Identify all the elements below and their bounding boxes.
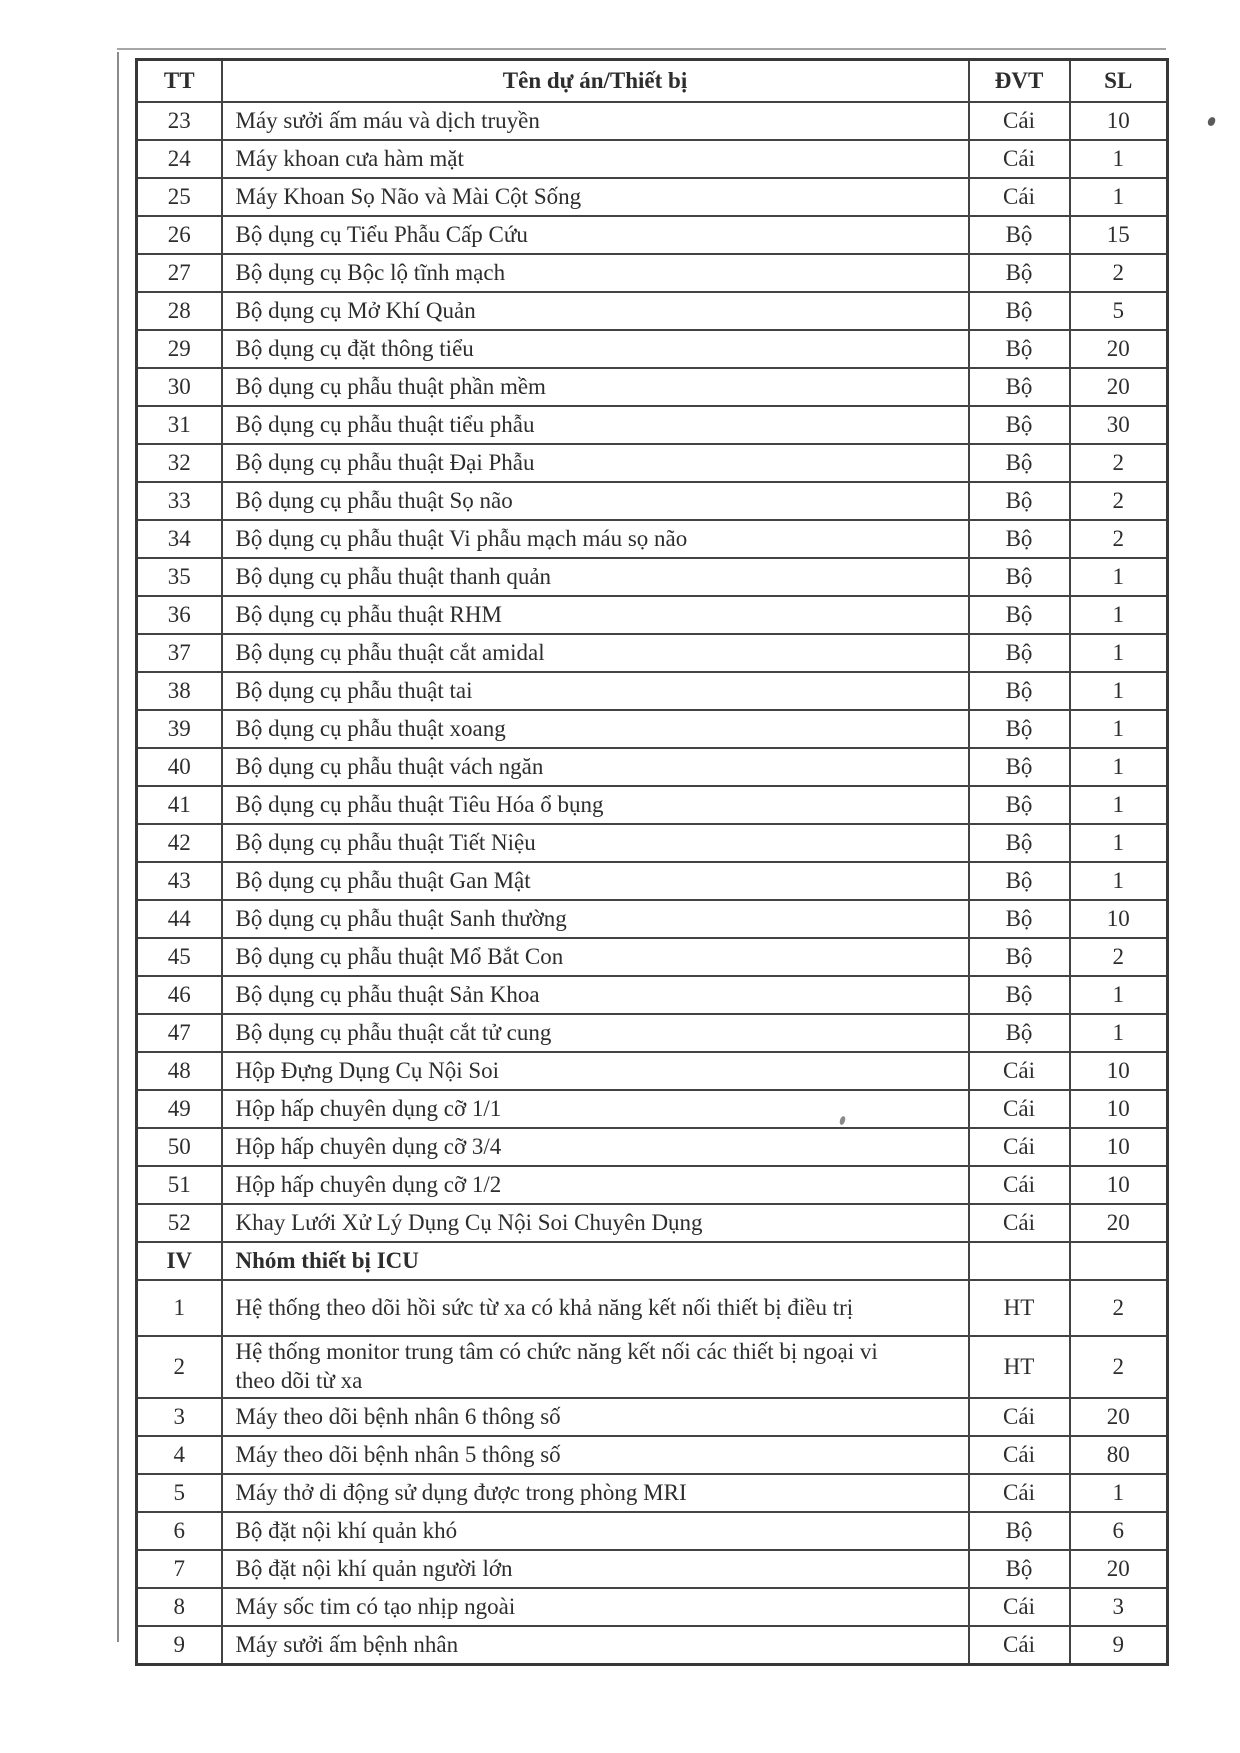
quantity-cell: 10 (1070, 900, 1168, 938)
row-index-cell: 51 (137, 1166, 222, 1204)
table-row (137, 1626, 1168, 1665)
row-index-cell: 38 (137, 672, 222, 710)
unit-cell: Cái (969, 1090, 1070, 1128)
equipment-name-cell: Máy sốc tim có tạo nhịp ngoài (222, 1588, 969, 1626)
unit-cell: Bộ (969, 748, 1070, 786)
scan-artifact-top-line (117, 48, 1166, 50)
unit-cell: Bộ (969, 254, 1070, 292)
row-index-cell: 46 (137, 976, 222, 1014)
equipment-name-cell: Bộ dụng cụ phẫu thuật thanh quản (222, 558, 969, 596)
row-index-cell: 9 (137, 1626, 222, 1665)
quantity-cell: 10 (1070, 1128, 1168, 1166)
row-index-cell: 26 (137, 216, 222, 254)
unit-cell: Cái (969, 1588, 1070, 1626)
table-row (137, 1014, 1168, 1052)
unit-cell: Bộ (969, 786, 1070, 824)
quantity-cell: 1 (1070, 862, 1168, 900)
unit-cell: Bộ (969, 938, 1070, 976)
quantity-cell: 9 (1070, 1626, 1168, 1665)
table-row (137, 976, 1168, 1014)
table-row (137, 1512, 1168, 1550)
table-row (137, 1090, 1168, 1128)
table-row (137, 710, 1168, 748)
unit-cell (969, 1242, 1070, 1280)
quantity-cell: 1 (1070, 140, 1168, 178)
column-header-qty: SL (1070, 60, 1168, 103)
unit-cell: Cái (969, 1474, 1070, 1512)
equipment-name-cell: Bộ dụng cụ phẫu thuật phần mềm (222, 368, 969, 406)
unit-cell: Cái (969, 1436, 1070, 1474)
table-row (137, 748, 1168, 786)
unit-cell: Cái (969, 1128, 1070, 1166)
unit-cell: Bộ (969, 1014, 1070, 1052)
table-row (137, 178, 1168, 216)
equipment-name-cell: Khay Lưới Xử Lý Dụng Cụ Nội Soi Chuyên Dụng (222, 1204, 969, 1242)
quantity-cell: 1 (1070, 596, 1168, 634)
equipment-name-cell: Bộ dụng cụ phẫu thuật Sản Khoa (222, 976, 969, 1014)
quantity-cell: 1 (1070, 786, 1168, 824)
column-header-unit: ĐVT (969, 60, 1070, 103)
row-index-cell: 52 (137, 1204, 222, 1242)
unit-cell: Bộ (969, 900, 1070, 938)
equipment-name-cell: Nhóm thiết bị ICU (222, 1242, 969, 1280)
quantity-cell: 10 (1070, 102, 1168, 140)
table-row (137, 900, 1168, 938)
equipment-name-cell: Bộ dụng cụ phẫu thuật tai (222, 672, 969, 710)
scan-artifact-left-line (117, 52, 119, 1642)
equipment-name-cell: Bộ dụng cụ phẫu thuật Tiêu Hóa ổ bụng (222, 786, 969, 824)
table-row (137, 1436, 1168, 1474)
row-index-cell: 3 (137, 1398, 222, 1436)
row-index-cell: 25 (137, 178, 222, 216)
unit-cell: Bộ (969, 862, 1070, 900)
table-row (137, 1336, 1168, 1398)
quantity-cell: 20 (1070, 1550, 1168, 1588)
quantity-cell: 20 (1070, 1398, 1168, 1436)
equipment-name-cell: Máy Khoan Sọ Não và Mài Cột Sống (222, 178, 969, 216)
equipment-name-cell: Bộ dụng cụ phẫu thuật Sanh thường (222, 900, 969, 938)
table-row (137, 1128, 1168, 1166)
table-row (137, 938, 1168, 976)
quantity-cell: 3 (1070, 1588, 1168, 1626)
quantity-cell: 1 (1070, 178, 1168, 216)
table-row (137, 444, 1168, 482)
row-index-cell: 41 (137, 786, 222, 824)
unit-cell: HT (969, 1280, 1070, 1336)
row-index-cell: 50 (137, 1128, 222, 1166)
unit-cell: Bộ (969, 634, 1070, 672)
table-row (137, 1550, 1168, 1588)
row-index-cell: 40 (137, 748, 222, 786)
quantity-cell: 1 (1070, 634, 1168, 672)
table-row (137, 596, 1168, 634)
quantity-cell: 20 (1070, 368, 1168, 406)
quantity-cell: 2 (1070, 938, 1168, 976)
table-row (137, 1398, 1168, 1436)
equipment-name-cell: Máy sưởi ấm máu và dịch truyền (222, 102, 969, 140)
row-index-cell: 39 (137, 710, 222, 748)
equipment-name-cell: Bộ dụng cụ phẫu thuật RHM (222, 596, 969, 634)
unit-cell: Bộ (969, 444, 1070, 482)
quantity-cell: 10 (1070, 1090, 1168, 1128)
equipment-name-cell: Bộ dụng cụ phẫu thuật cắt amidal (222, 634, 969, 672)
quantity-cell: 5 (1070, 292, 1168, 330)
quantity-cell: 1 (1070, 1014, 1168, 1052)
row-index-cell: 23 (137, 102, 222, 140)
table-header-row (137, 60, 1168, 103)
unit-cell: Bộ (969, 520, 1070, 558)
unit-cell: Bộ (969, 368, 1070, 406)
table-row (137, 1204, 1168, 1242)
equipment-name-cell: Hộp hấp chuyên dụng cỡ 1/1 (222, 1090, 969, 1128)
equipment-name-cell: Bộ đặt nội khí quản người lớn (222, 1550, 969, 1588)
column-header-name: Tên dự án/Thiết bị (222, 60, 969, 103)
unit-cell: Bộ (969, 824, 1070, 862)
table-row (137, 824, 1168, 862)
quantity-cell: 1 (1070, 710, 1168, 748)
unit-cell: Bộ (969, 406, 1070, 444)
table-row (137, 406, 1168, 444)
row-index-cell: 30 (137, 368, 222, 406)
equipment-name-cell: Bộ dụng cụ phẫu thuật vách ngăn (222, 748, 969, 786)
quantity-cell: 80 (1070, 1436, 1168, 1474)
row-index-cell: 35 (137, 558, 222, 596)
equipment-name-cell: Máy theo dõi bệnh nhân 6 thông số (222, 1398, 969, 1436)
unit-cell: Bộ (969, 482, 1070, 520)
table-row (137, 786, 1168, 824)
quantity-cell: 1 (1070, 558, 1168, 596)
equipment-name-cell: Bộ dụng cụ phẫu thuật Vi phẫu mạch máu sọ não (222, 520, 969, 558)
row-index-cell: 42 (137, 824, 222, 862)
equipment-name-cell: Bộ dụng cụ phẫu thuật Mổ Bắt Con (222, 938, 969, 976)
table-row (137, 1474, 1168, 1512)
equipment-name-cell: Bộ dụng cụ phẫu thuật cắt tử cung (222, 1014, 969, 1052)
equipment-name-cell: Bộ dụng cụ phẫu thuật tiểu phẫu (222, 406, 969, 444)
row-index-cell: 2 (137, 1336, 222, 1398)
unit-cell: Cái (969, 140, 1070, 178)
row-index-cell: 7 (137, 1550, 222, 1588)
quantity-cell: 2 (1070, 482, 1168, 520)
equipment-name-cell: Hộp hấp chuyên dụng cỡ 1/2 (222, 1166, 969, 1204)
row-index-cell: 8 (137, 1588, 222, 1626)
table-row (137, 216, 1168, 254)
quantity-cell: 1 (1070, 672, 1168, 710)
table-row (137, 862, 1168, 900)
quantity-cell: 2 (1070, 1336, 1168, 1398)
quantity-cell: 1 (1070, 1474, 1168, 1512)
scan-speck (1207, 116, 1216, 127)
equipment-name-cell: Hệ thống monitor trung tâm có chức năng kết nối các thiết bị ngoại vi theo dõi từ xa (222, 1336, 969, 1398)
table-row (137, 330, 1168, 368)
quantity-cell: 1 (1070, 976, 1168, 1014)
table-row (137, 1166, 1168, 1204)
table-row (137, 1588, 1168, 1626)
table-row (137, 634, 1168, 672)
quantity-cell: 2 (1070, 520, 1168, 558)
row-index-cell: 24 (137, 140, 222, 178)
row-index-cell: 28 (137, 292, 222, 330)
equipment-name-cell: Hộp hấp chuyên dụng cỡ 3/4 (222, 1128, 969, 1166)
equipment-name-cell: Bộ dụng cụ Bộc lộ tĩnh mạch (222, 254, 969, 292)
row-index-cell: 29 (137, 330, 222, 368)
quantity-cell: 10 (1070, 1166, 1168, 1204)
equipment-name-cell: Máy khoan cưa hàm mặt (222, 140, 969, 178)
row-index-cell: 45 (137, 938, 222, 976)
equipment-name-cell: Máy sưởi ấm bệnh nhân (222, 1626, 969, 1665)
table-row (137, 558, 1168, 596)
unit-cell: Bộ (969, 558, 1070, 596)
row-index-cell: 33 (137, 482, 222, 520)
equipment-name-cell: Hệ thống theo dõi hồi sức từ xa có khả năng kết nối thiết bị điều trị (222, 1280, 969, 1336)
unit-cell: Bộ (969, 596, 1070, 634)
unit-cell: Cái (969, 1398, 1070, 1436)
unit-cell: Bộ (969, 976, 1070, 1014)
row-index-cell: 6 (137, 1512, 222, 1550)
row-index-cell: 36 (137, 596, 222, 634)
quantity-cell: 2 (1070, 254, 1168, 292)
row-index-cell: 1 (137, 1280, 222, 1336)
quantity-cell: 20 (1070, 330, 1168, 368)
row-index-cell: 37 (137, 634, 222, 672)
equipment-name-cell: Bộ dụng cụ đặt thông tiểu (222, 330, 969, 368)
unit-cell: Cái (969, 178, 1070, 216)
row-index-cell: 49 (137, 1090, 222, 1128)
row-index-cell: 34 (137, 520, 222, 558)
unit-cell: Cái (969, 1052, 1070, 1090)
unit-cell: Cái (969, 1166, 1070, 1204)
equipment-name-cell: Bộ dụng cụ phẫu thuật xoang (222, 710, 969, 748)
table-row (137, 1052, 1168, 1090)
equipment-list-table (135, 58, 1169, 1666)
row-index-cell: 44 (137, 900, 222, 938)
row-index-cell: 47 (137, 1014, 222, 1052)
equipment-name-cell: Hộp Đựng Dụng Cụ Nội Soi (222, 1052, 969, 1090)
equipment-name-cell: Bộ dụng cụ phẫu thuật Gan Mật (222, 862, 969, 900)
quantity-cell: 20 (1070, 1204, 1168, 1242)
unit-cell: Cái (969, 102, 1070, 140)
equipment-name-cell: Bộ dụng cụ Tiểu Phẫu Cấp Cứu (222, 216, 969, 254)
unit-cell: Bộ (969, 1512, 1070, 1550)
quantity-cell: 2 (1070, 444, 1168, 482)
table-row (137, 292, 1168, 330)
quantity-cell: 10 (1070, 1052, 1168, 1090)
section-header-row (137, 1242, 1168, 1280)
unit-cell: Bộ (969, 216, 1070, 254)
table-row (137, 254, 1168, 292)
table-row (137, 1280, 1168, 1336)
table-row (137, 140, 1168, 178)
row-index-cell: 43 (137, 862, 222, 900)
row-index-cell: 5 (137, 1474, 222, 1512)
row-index-cell: 48 (137, 1052, 222, 1090)
table-row (137, 102, 1168, 140)
table-row (137, 520, 1168, 558)
row-index-cell: 27 (137, 254, 222, 292)
equipment-name-cell: Bộ dụng cụ phẫu thuật Tiết Niệu (222, 824, 969, 862)
quantity-cell (1070, 1242, 1168, 1280)
equipment-name-cell: Bộ đặt nội khí quản khó (222, 1512, 969, 1550)
unit-cell: Cái (969, 1626, 1070, 1665)
row-index-cell: 31 (137, 406, 222, 444)
row-index-cell: 32 (137, 444, 222, 482)
quantity-cell: 1 (1070, 824, 1168, 862)
table-row (137, 672, 1168, 710)
row-index-cell: IV (137, 1242, 222, 1280)
unit-cell: Cái (969, 1204, 1070, 1242)
column-header-tt: TT (137, 60, 222, 103)
equipment-name-cell: Máy theo dõi bệnh nhân 5 thông số (222, 1436, 969, 1474)
quantity-cell: 30 (1070, 406, 1168, 444)
unit-cell: Bộ (969, 292, 1070, 330)
equipment-name-cell: Máy thở di động sử dụng được trong phòng MRI (222, 1474, 969, 1512)
quantity-cell: 2 (1070, 1280, 1168, 1336)
row-index-cell: 4 (137, 1436, 222, 1474)
unit-cell: Bộ (969, 710, 1070, 748)
unit-cell: Bộ (969, 672, 1070, 710)
unit-cell: Bộ (969, 1550, 1070, 1588)
equipment-name-cell: Bộ dụng cụ Mở Khí Quản (222, 292, 969, 330)
quantity-cell: 6 (1070, 1512, 1168, 1550)
equipment-name-cell: Bộ dụng cụ phẫu thuật Đại Phẫu (222, 444, 969, 482)
unit-cell: HT (969, 1336, 1070, 1398)
table-row (137, 368, 1168, 406)
quantity-cell: 15 (1070, 216, 1168, 254)
unit-cell: Bộ (969, 330, 1070, 368)
equipment-name-cell: Bộ dụng cụ phẫu thuật Sọ não (222, 482, 969, 520)
table-row (137, 482, 1168, 520)
quantity-cell: 1 (1070, 748, 1168, 786)
